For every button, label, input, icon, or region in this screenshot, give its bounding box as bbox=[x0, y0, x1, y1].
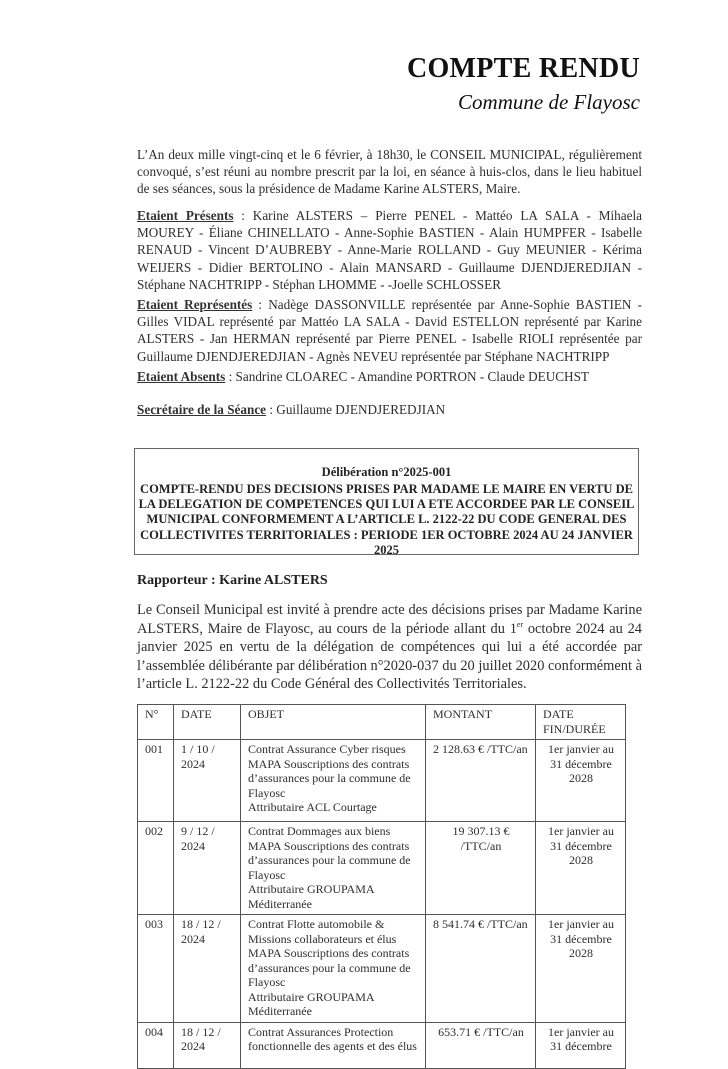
intro-paragraph: L’An deux mille vingt-cinq et le 6 février, à 18h30, le CONSEIL MUNICIPAL, régulièrement convoqué, s’est réuni au nombre prescrit par la loi, en séance à huis-clos, dans le lieu habituel de ses séances, sous la présidence de Madame Karine ALSTERS, Maire. bbox=[137, 147, 642, 197]
cell-objet bbox=[241, 1022, 426, 1068]
objet-line: MAPA Souscriptions des contrats d’assurances pour la commune de Flayosc bbox=[248, 756, 411, 800]
cell-date: 18 / 12 / 2024 bbox=[174, 915, 241, 1023]
objet-line: MAPA Souscriptions des contrats d’assurances pour la commune de Flayosc bbox=[248, 838, 411, 882]
cell-objet bbox=[241, 740, 426, 822]
header-fin: DATE FIN/DURÉE bbox=[536, 705, 626, 740]
body-text-1: Le Conseil Municipal est invité à prendre acte des décisions prises par Madame Karine ALSTERS, Maire de Flayosc, au cours de la période allant du 1 bbox=[137, 602, 642, 637]
secretary-label: Secrétaire de la Séance bbox=[137, 402, 267, 417]
absent-list: : Sandrine CLOAREC - Amandine PORTRON - Claude DEUCHST bbox=[225, 369, 589, 384]
objet-line: Attributaire ACL Courtage bbox=[248, 800, 377, 814]
cell-date: 9 / 12 / 2024 bbox=[174, 822, 241, 915]
objet-line: Attributaire GROUPAMA Méditerranée bbox=[248, 989, 374, 1018]
deliberation-number: Délibération n°2025-001 bbox=[321, 465, 452, 479]
cell-fin: 1er janvier au 31 décembre 2028 bbox=[536, 740, 626, 822]
header-montant: MONTANT bbox=[426, 705, 536, 740]
cell-montant: 653.71 € /TTC/an bbox=[426, 1022, 536, 1068]
cell-num: 004 bbox=[138, 1022, 174, 1068]
secretary-name: : Guillaume DJENDJEREDJIAN bbox=[266, 402, 446, 417]
document-subtitle: Commune de Flayosc bbox=[458, 90, 640, 114]
absent-label: Etaient Absents bbox=[137, 369, 226, 384]
cell-fin: 1er janvier au 31 décembre bbox=[536, 1022, 626, 1068]
decisions-table bbox=[137, 704, 626, 1069]
table-row bbox=[138, 822, 626, 915]
secretary bbox=[137, 401, 642, 418]
present-label: Etaient Présents bbox=[137, 208, 234, 223]
deliberation-box bbox=[134, 448, 639, 555]
represented-list: : Nadège DASSONVILLE représentée par Anne-Sophie BASTIEN - Gilles VIDAL représenté par Mattéo LA SALA - David ESTELLON représenté par Karine ALSTERS - Jan HERMAN représenté par Pierre PENEL - Isabelle RIOLI représentée par Guillaume DJENDJEREDJIAN - Agnès NEVEU représentée par Stéphane NACHTRIPP bbox=[137, 297, 642, 364]
present-list: : Karine ALSTERS – Pierre PENEL - Mattéo LA SALA - Mihaela MOUREY - Éliane CHINELLATO - Anne-Sophie BASTIEN - Alain HUMPFER - Isabelle RENAUD - Vincent D’AUBREBY - Anne-Marie ROLLAND - Guy MEUNIER - Kérima WEIJERS - Didier BERTOLINO - Alain MANSARD - Guillaume DJENDJEREDJIAN - Stéphane NACHTRIPP - Stéphan LHOMME - -Joelle SCHLOSSER bbox=[137, 208, 642, 292]
body-text-2: octobre 2024 au 24 janvier 2025 en vertu de la délégation de compétences qui lui a été accordée par l’assemblée délibérante par délibération n°2020-037 du 20 juillet 2020 conformément à l’article L. 2122-22 du Code Général des Collectivités Territoriales. bbox=[137, 620, 642, 693]
table-row bbox=[138, 1022, 626, 1068]
absent-members bbox=[137, 368, 642, 385]
deliberation-subject: COMPTE-RENDU DES DECISIONS PRISES PAR MADAME LE MAIRE EN VERTU DE LA DELEGATION DE COMPETENCES QUI LUI A ETE ACCORDEE PAR LE CONSEIL MUNICIPAL CONFORMEMENT A L’ARTICLE L. 2122-22 DU CODE GENERAL DES COLLECTIVITES TERRITORIALES : PERIODE 1ER OCTOBRE 2024 AU 24 JANVIER 2025 bbox=[138, 482, 635, 557]
header-objet: OBJET bbox=[241, 705, 426, 740]
header-date: DATE bbox=[174, 705, 241, 740]
cell-num: 001 bbox=[138, 740, 174, 822]
objet-line: Contrat Flotte automobile & Missions collaborateurs et élus bbox=[248, 917, 397, 946]
rapporteur: Rapporteur : Karine ALSTERS bbox=[137, 573, 328, 588]
document-title: COMPTE RENDU bbox=[406, 53, 640, 84]
objet-line: Contrat Assurances Protection fonctionnelle des agents et des élus bbox=[248, 1024, 417, 1053]
represented-members bbox=[137, 296, 642, 365]
body-paragraph bbox=[137, 601, 642, 694]
cell-fin: 1er janvier au 31 décembre 2028 bbox=[536, 822, 626, 915]
header-num: N° bbox=[138, 705, 174, 740]
objet-line: Contrat Dommages aux biens bbox=[248, 824, 391, 838]
objet-line: Attributaire GROUPAMA Méditerranée bbox=[248, 882, 374, 911]
table-row bbox=[138, 740, 626, 822]
cell-date: 1 / 10 / 2024 bbox=[174, 740, 241, 822]
cell-num: 002 bbox=[138, 822, 174, 915]
cell-objet bbox=[241, 915, 426, 1023]
cell-date: 18 / 12 / 2024 bbox=[174, 1022, 241, 1068]
ordinal-sup: er bbox=[516, 619, 524, 629]
represented-label: Etaient Représentés bbox=[137, 297, 253, 312]
cell-montant: 2 128.63 € /TTC/an bbox=[426, 740, 536, 822]
cell-fin: 1er janvier au 31 décembre 2028 bbox=[536, 915, 626, 1023]
cell-montant: 19 307.13 € /TTC/an bbox=[426, 822, 536, 915]
cell-objet bbox=[241, 822, 426, 915]
table-row bbox=[138, 915, 626, 1023]
objet-line: Contrat Assurance Cyber risques bbox=[248, 742, 406, 756]
table-header-row bbox=[138, 705, 626, 740]
objet-line: MAPA Souscriptions des contrats d’assurances pour la commune de Flayosc bbox=[248, 946, 411, 989]
cell-num: 003 bbox=[138, 915, 174, 1023]
present-members bbox=[137, 207, 642, 293]
cell-montant: 8 541.74 € /TTC/an bbox=[426, 915, 536, 1023]
